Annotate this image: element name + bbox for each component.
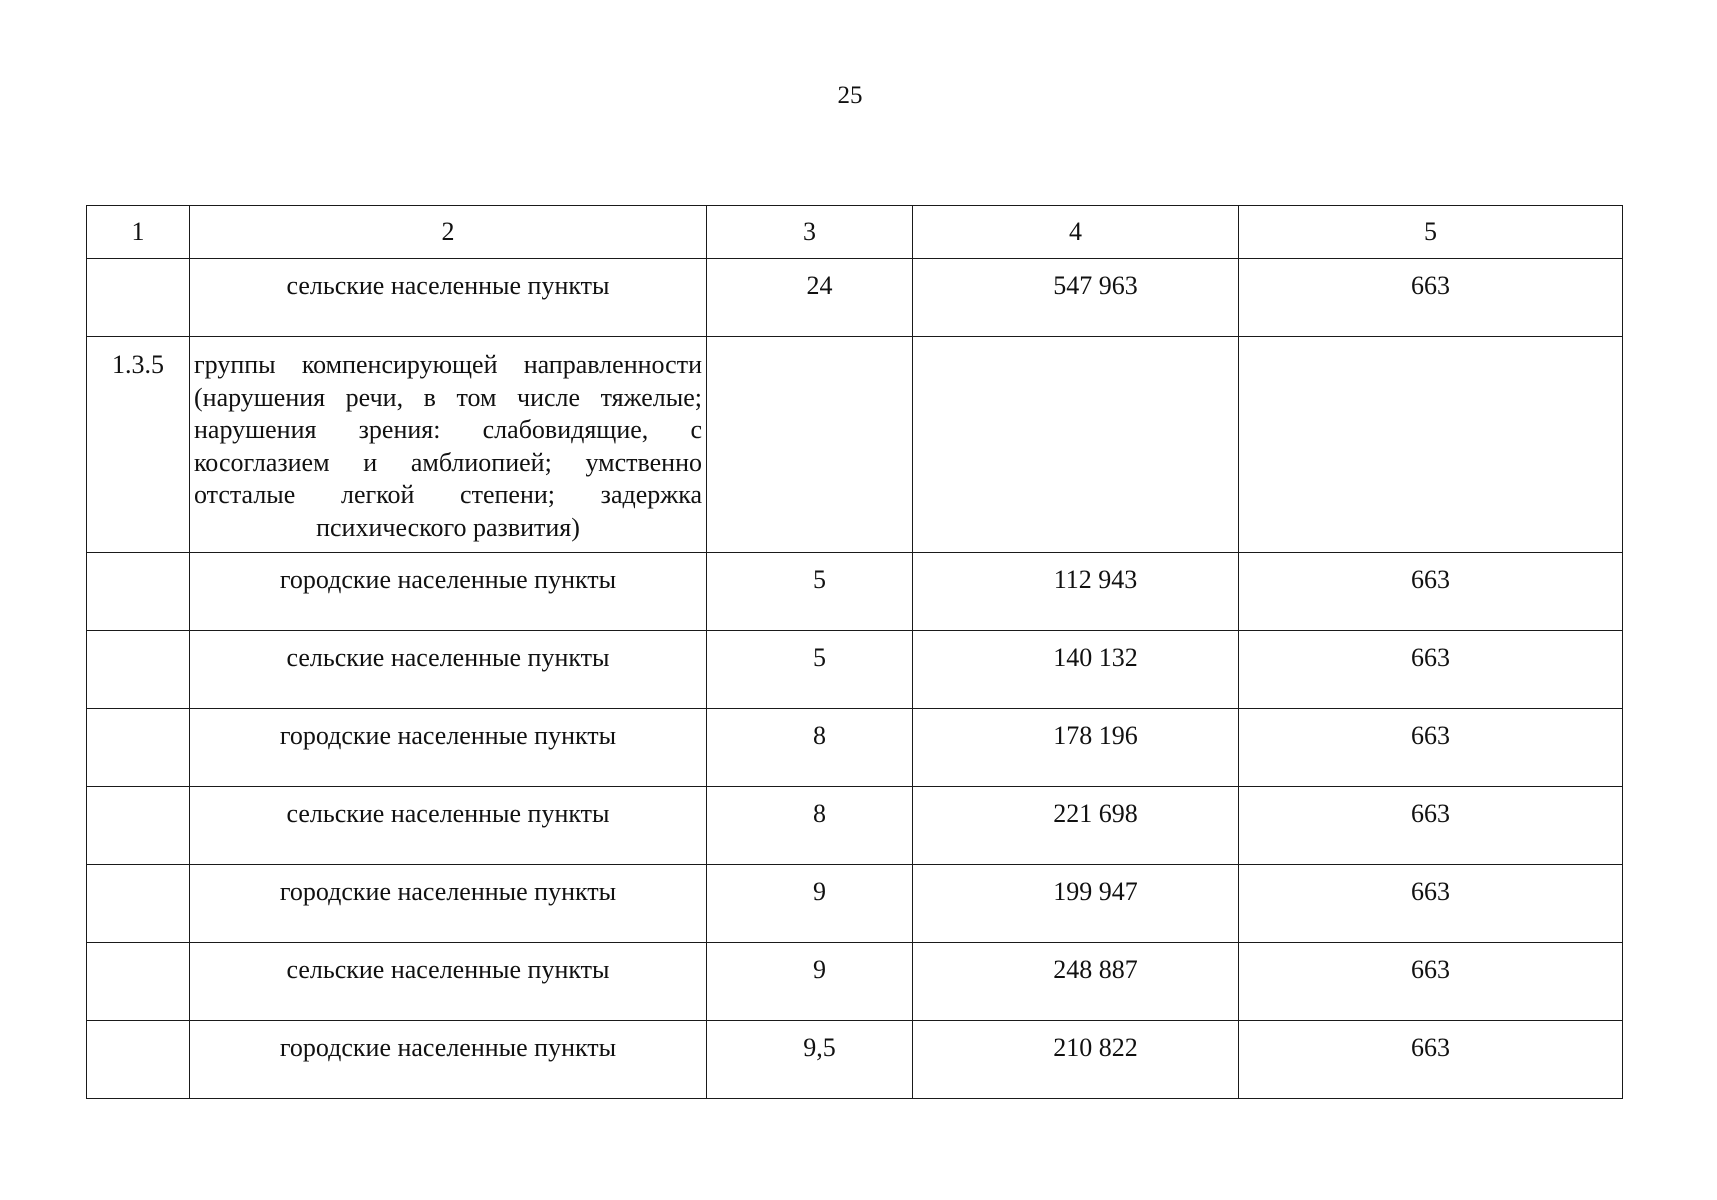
table-row (87, 865, 1623, 943)
row-name-cell: городские населенные пункты (190, 553, 707, 631)
group-col3-cell (707, 337, 913, 553)
tariff-table (86, 205, 1623, 1099)
row-name-cell: городские населенные пункты (190, 709, 707, 787)
row-name-cell: сельские населенные пункты (190, 631, 707, 709)
group-col5-cell (1239, 337, 1623, 553)
page-number: 25 (837, 82, 863, 109)
row-col3-cell: 5 (707, 553, 913, 631)
table-row (87, 709, 1623, 787)
row-col5-cell: 663 (1239, 865, 1623, 943)
row-col5-cell: 663 (1239, 709, 1623, 787)
row-code-cell (87, 631, 190, 709)
row-col4-cell: 140 132 (913, 631, 1239, 709)
row-col3-cell: 9,5 (707, 1021, 913, 1099)
row-code-cell (87, 943, 190, 1021)
table-row (87, 259, 1623, 337)
row-col5-cell: 663 (1239, 631, 1623, 709)
row-col3-cell: 24 (707, 259, 913, 337)
row-name-cell: сельские населенные пункты (190, 259, 707, 337)
table-row (87, 631, 1623, 709)
row-col3-cell: 8 (707, 709, 913, 787)
row-col5-cell: 663 (1239, 787, 1623, 865)
row-code-cell (87, 259, 190, 337)
row-col4-cell: 178 196 (913, 709, 1239, 787)
row-col5-cell: 663 (1239, 1021, 1623, 1099)
row-name-cell: городские населенные пункты (190, 1021, 707, 1099)
row-name-cell: сельские населенные пункты (190, 943, 707, 1021)
group-col4-cell (913, 337, 1239, 553)
row-col5-cell: 663 (1239, 943, 1623, 1021)
header-cell-1: 1 (87, 206, 190, 259)
row-col5-cell: 663 (1239, 259, 1623, 337)
row-col4-cell: 547 963 (913, 259, 1239, 337)
table-row (87, 787, 1623, 865)
row-col4-cell: 199 947 (913, 865, 1239, 943)
header-cell-3: 3 (707, 206, 913, 259)
row-col3-cell: 5 (707, 631, 913, 709)
row-col4-cell: 112 943 (913, 553, 1239, 631)
group-description-cell: группы компенсирующей направленности (нарушения речи, в том числе тяжелые; нарушения зрения: слабовидящие, с косоглазием и амблиопией; умственно отсталые легкой степени; задержка психического развития) (190, 337, 707, 553)
header-cell-2: 2 (190, 206, 707, 259)
row-col3-cell: 8 (707, 787, 913, 865)
table-header-row (87, 206, 1623, 259)
row-name-cell: сельские населенные пункты (190, 787, 707, 865)
row-code-cell (87, 787, 190, 865)
row-code-cell (87, 1021, 190, 1099)
group-row (87, 337, 1623, 553)
row-col4-cell: 210 822 (913, 1021, 1239, 1099)
table-row (87, 1021, 1623, 1099)
row-col3-cell: 9 (707, 943, 913, 1021)
row-col3-cell: 9 (707, 865, 913, 943)
row-code-cell (87, 865, 190, 943)
row-code-cell (87, 553, 190, 631)
row-col4-cell: 221 698 (913, 787, 1239, 865)
row-code-cell (87, 709, 190, 787)
row-name-cell: городские населенные пункты (190, 865, 707, 943)
header-cell-5: 5 (1239, 206, 1623, 259)
table-row (87, 553, 1623, 631)
table-row (87, 943, 1623, 1021)
row-col4-cell: 248 887 (913, 943, 1239, 1021)
header-cell-4: 4 (913, 206, 1239, 259)
group-code-cell: 1.3.5 (87, 337, 190, 553)
row-col5-cell: 663 (1239, 553, 1623, 631)
